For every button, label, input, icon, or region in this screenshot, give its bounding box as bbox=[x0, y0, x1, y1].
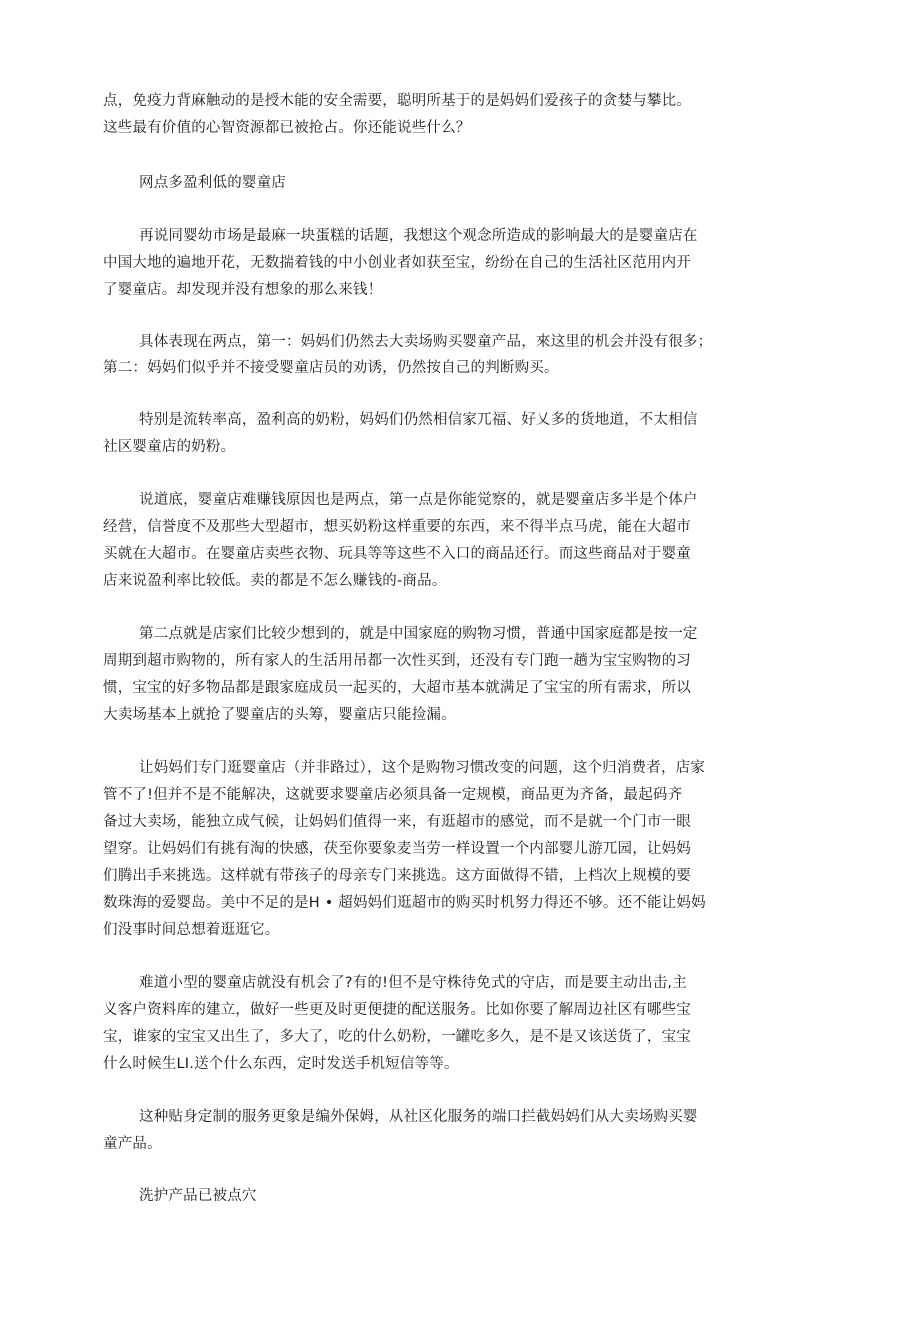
text-line: 望穿。让妈妈们有挑有淘的快感，茯至你要象麦当劳一样设置一个内部婴儿游兀园，让妈妈 bbox=[103, 841, 691, 857]
text-line: 管不了!但并不是不能解决，这就要求婴童店必须具备一定规模，商品更为齐备，最起码齐 bbox=[103, 787, 683, 803]
text-line: 第二：妈妈们似乎并不接受婴童店员的劝诱，仍然按自己的判断购买。 bbox=[103, 360, 559, 376]
text-line: 了婴童店。却发现并没有想象的那么来钱！ bbox=[103, 282, 383, 298]
section-heading: 网点多盈利低的婴童店 bbox=[139, 175, 286, 191]
text-line: 义客户资料库的建立，做好一些更及时更便捷的配送服务。比如你要了解周边社区有哪些宝 bbox=[103, 1002, 691, 1018]
text-line: 这种贴身定制的服务更象是编外保姆，从社区化服务的端口拦截妈妈们从大卖场购买婴 bbox=[139, 1109, 698, 1125]
text-line: 让妈妈们专门逛婴童店（并非路过），这个是购物习惯改变的问题，这个归消费者，店家 bbox=[139, 760, 706, 776]
text-line: 再说同婴幼市场是最麻一块蛋糕的话题，我想这个观念所造成的影响最大的是婴童店在 bbox=[139, 228, 698, 244]
text-line: 社区婴童店的奶粉。 bbox=[103, 439, 236, 455]
text-line: 难道小型的婴童店就没有机会了?有的!但不是守株待免式的守店，而是要主动出击,主 bbox=[139, 975, 687, 991]
text-line: 经营，信誉度不及那些大型超市，想买奶粉这样重要的东西，来不得半点马虎，能在大超市 bbox=[103, 519, 691, 535]
text-line: 说道底，婴童店难赚钱原因也是两点，第一点是你能觉察的，就是婴童店多半是个体户 bbox=[139, 492, 698, 508]
text-line: 这些最有价值的心智资源都已被抢占。你还能说些什么？ bbox=[103, 120, 471, 136]
text-line: 第二点就是店家们比较少想到的，就是中国家庭的购物习惯，普通中国家庭都是按一定 bbox=[139, 626, 698, 642]
text-line: 们腾出手来挑选。这样就有带孩子的母亲专门来挑选。这方面做得不错，上档次上规模的要 bbox=[103, 868, 691, 884]
text-line: 备过大卖场，能独立成气候，让妈妈们值得一来，有逛超市的感觉，而不是就一个门市一眼 bbox=[103, 814, 691, 830]
text-line: 店来说盈利率比较低。卖的都是不怎么赚钱的-商品。 bbox=[103, 573, 447, 589]
text-line: 大卖场基本上就抢了婴童店的头筹，婴童店只能捡漏。 bbox=[103, 707, 456, 723]
text-line: 点，免疫力背麻触动的是授木能的安全需要，聪明所基于的是妈妈们爱孩子的贪婪与攀比。 bbox=[103, 93, 691, 109]
text-line: 特别是流转率高，盈利高的奶粉，妈妈们仍然相信家兀福、好乂多的货地道，不太相信 bbox=[139, 412, 698, 428]
text-line: 具体表现在两点，第一：妈妈们仍然去大卖场购买婴童产品，來这里的机会并没有很多； bbox=[139, 334, 713, 350]
text-line: 惯，宝宝的好多物品都是跟家庭成员一起买的，大超市基本就满足了宝宝的所有需求，所以 bbox=[103, 680, 691, 696]
section-heading: 洗护产品已被点穴 bbox=[139, 1188, 257, 1204]
text-line: 什么时候生LI.送个什么东西，定时发送手机短信等等。 bbox=[103, 1056, 459, 1072]
text-line: 童产品。 bbox=[103, 1136, 162, 1152]
text-line: 中国大地的遍地开花，无数揣着钱的中小创业者如获至宝，纷纷在自己的生活社区范用内开 bbox=[103, 255, 691, 271]
text-line: 宝，谁家的宝宝又出生了，多大了，吃的什么奶粉，一罐吃多久，是不是又该送货了，宝宝 bbox=[103, 1029, 691, 1045]
text-line: 买就在大超市。在婴童店卖些衣物、玩具等等这些不入口的商品还行。而这些商品对于婴童 bbox=[103, 546, 691, 562]
text-line: 数珠海的爱婴岛。美中不足的是H • 超妈妈们逛超市的购买时机努力得还不够。还不能让妈妈 bbox=[103, 895, 706, 911]
text-line: 们没事时间总想着逛逛它。 bbox=[103, 922, 280, 938]
text-line: 周期到超市购物的，所有家人的生活用吊都一次性买到，还没有专门跑一趟为宝宝购物的习 bbox=[103, 653, 691, 669]
